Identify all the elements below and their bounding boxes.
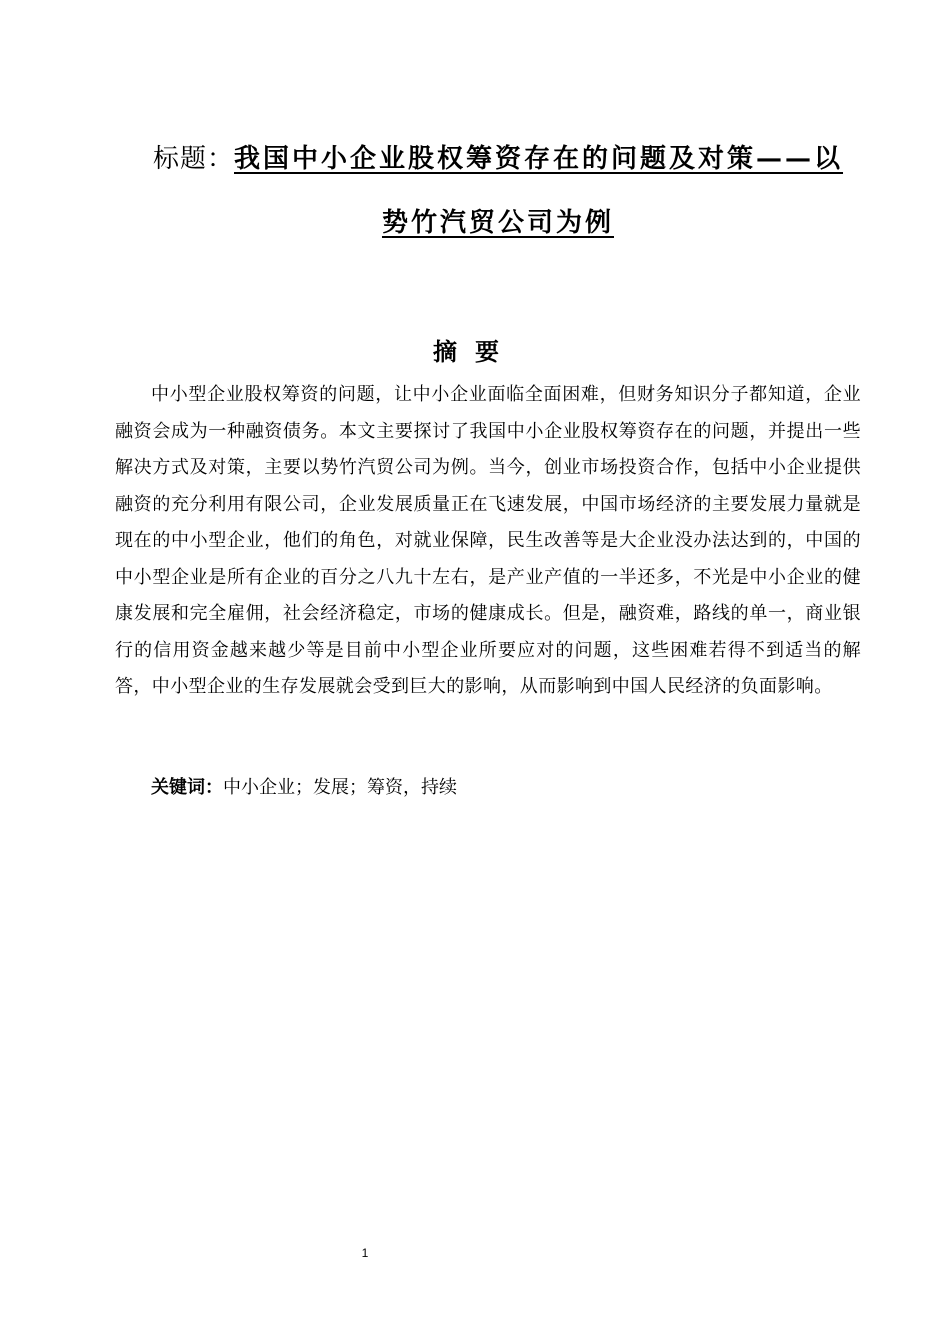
- page-number: 1: [361, 1246, 369, 1260]
- title-label: 标题：: [152, 144, 234, 174]
- document-title: [118, 136, 878, 246]
- keywords-label: 关键词：: [151, 777, 223, 798]
- title-line-1: [118, 136, 878, 182]
- title-text-line-2: 势竹汽贸公司为例: [381, 208, 614, 238]
- title-text-line-1: 我国中小企业股权筹资存在的问题及对策——以: [234, 144, 844, 174]
- abstract-paragraph: 中小型企业股权筹资的问题，让中小企业面临全面困难，但财务知识分子都知道，企业融资会成为一种融资债务。本文主要探讨了我国中小企业股权筹资存在的问题，并提出一些解决方式及对策，主要以势竹汽贸公司为例。当今，创业市场投资合作，包括中小企业提供融资的充分利用有限公司，企业发展质量正在飞速发展，中国市场经济的主要发展力量就是现在的中小型企业，他们的角色，对就业保障，民生改善等是大企业没办法达到的，中国的中小型企业是所有企业的百分之八九十左右，是产业产值的一半还多，不光是中小企业的健康发展和完全雇佣，社会经济稳定，市场的健康成长。但是，融资难，路线的单一，商业银行的信用资金越来越少等是目前中小型企业所要应对的问题，这些困难若得不到适当的解答，中小型企业的生存发展就会受到巨大的影响，从而影响到中国人民经济的负面影响。: [115, 384, 861, 697]
- keywords-value: 中小企业；发展；筹资，持续: [223, 777, 457, 798]
- title-line-2: [118, 200, 878, 246]
- keywords-line: [151, 773, 457, 803]
- abstract-heading: 摘要: [433, 338, 517, 366]
